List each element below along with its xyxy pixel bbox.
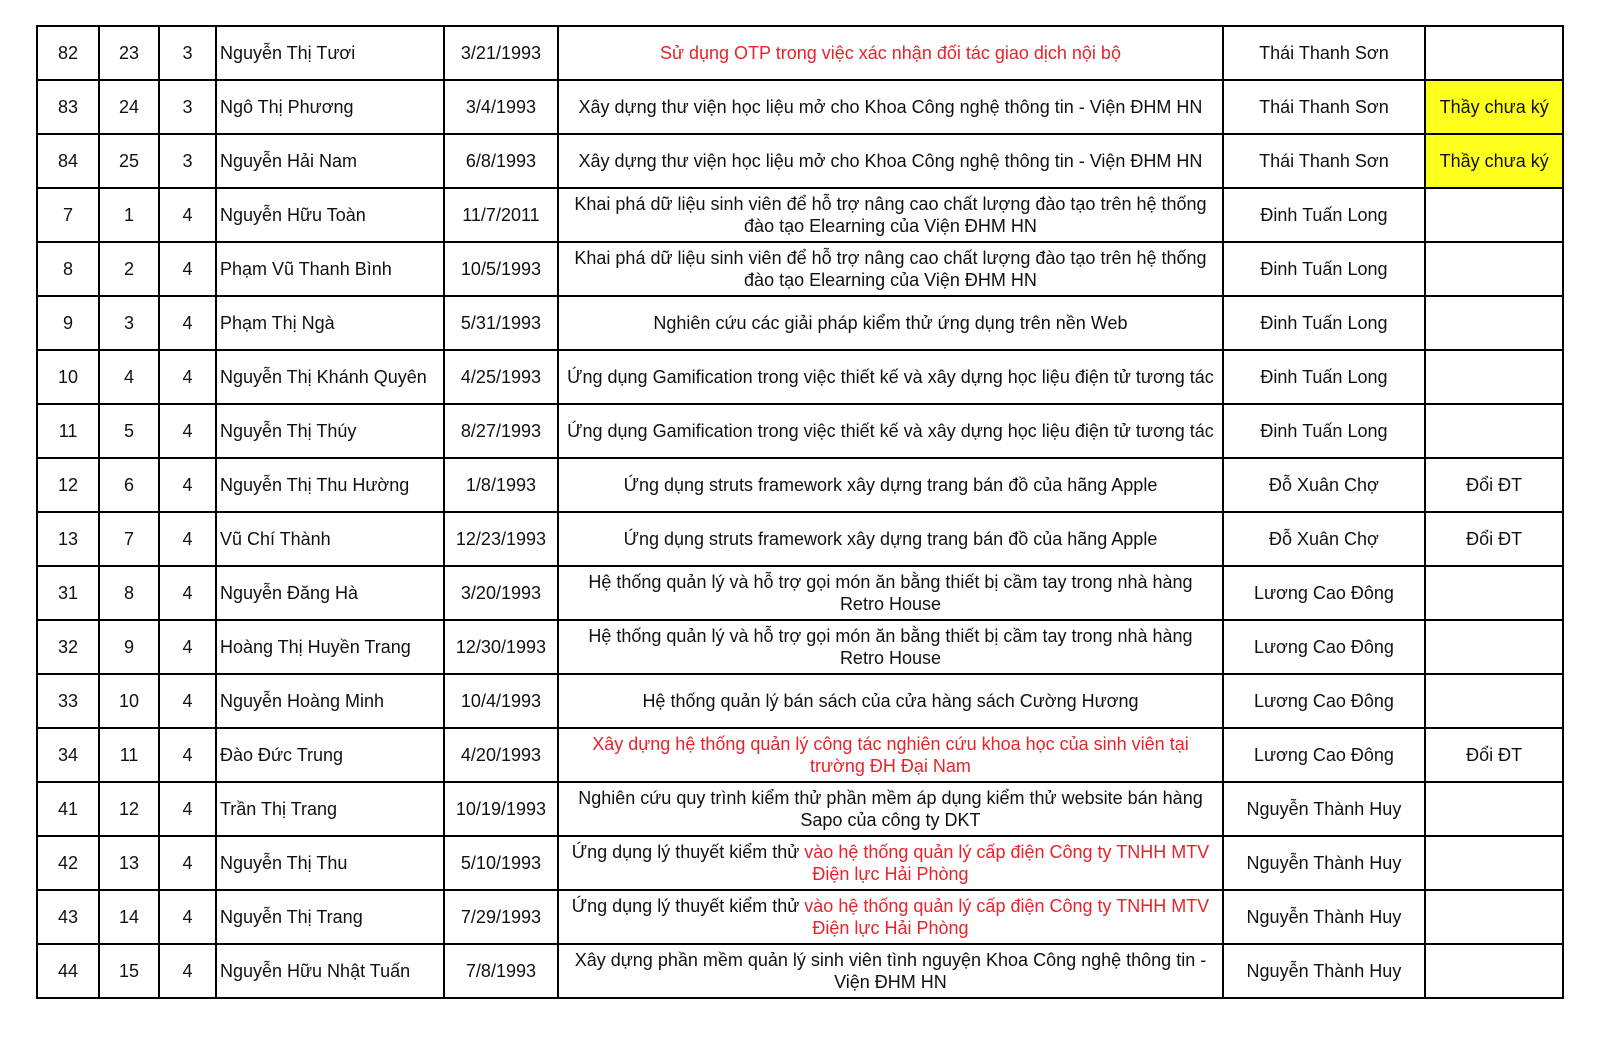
table-row <box>37 242 1563 296</box>
topic-text-segment: Khai phá dữ liệu sinh viên để hỗ trợ nâng cao chất lượng đào tạo trên hệ thống đào tạo Elearning của Viện ĐHM HN <box>574 194 1207 236</box>
cell-group-order: 12 <box>99 782 159 836</box>
cell-note <box>1425 188 1563 242</box>
table-row <box>37 782 1563 836</box>
cell-group: 4 <box>159 836 216 890</box>
cell-group-order: 13 <box>99 836 159 890</box>
cell-note: Thầy chưa ký <box>1425 80 1563 134</box>
cell-thesis-topic <box>558 350 1222 404</box>
cell-stt: 33 <box>37 674 99 728</box>
cell-thesis-topic <box>558 566 1222 620</box>
student-thesis-table <box>36 25 1564 999</box>
cell-note <box>1425 944 1563 998</box>
topic-text-segment: vào hệ thống quản lý cấp điện Công ty TNHH MTV Điện lực Hải Phòng <box>804 896 1210 938</box>
cell-thesis-topic <box>558 890 1222 944</box>
cell-group-order: 7 <box>99 512 159 566</box>
cell-group-order: 24 <box>99 80 159 134</box>
cell-group-order: 10 <box>99 674 159 728</box>
topic-text-segment: Hệ thống quản lý bán sách của cửa hàng sách Cường Hương <box>642 691 1139 711</box>
cell-note <box>1425 782 1563 836</box>
topic-text-segment: Hệ thống quản lý và hỗ trợ gọi món ăn bằng thiết bị cầm tay trong nhà hàng Retro House <box>588 626 1193 668</box>
cell-advisor: Đinh Tuấn Long <box>1223 296 1426 350</box>
table-row <box>37 674 1563 728</box>
table-row <box>37 620 1563 674</box>
cell-group: 4 <box>159 674 216 728</box>
cell-note <box>1425 242 1563 296</box>
topic-text-segment: Xây dựng phần mềm quản lý sinh viên tình nguyện Khoa Công nghệ thông tin - Viện ĐHM HN <box>574 950 1207 992</box>
cell-group-order: 1 <box>99 188 159 242</box>
cell-note <box>1425 566 1563 620</box>
cell-note: Đổi ĐT <box>1425 728 1563 782</box>
cell-date-of-birth: 5/10/1993 <box>444 836 559 890</box>
cell-stt: 12 <box>37 458 99 512</box>
cell-date-of-birth: 3/20/1993 <box>444 566 559 620</box>
cell-student-name: Nguyễn Thị Khánh Quyên <box>216 350 444 404</box>
cell-advisor: Lương Cao Đông <box>1223 620 1426 674</box>
cell-student-name: Nguyễn Thị Thúy <box>216 404 444 458</box>
table-row <box>37 350 1563 404</box>
table-row <box>37 728 1563 782</box>
cell-stt: 13 <box>37 512 99 566</box>
cell-group-order: 8 <box>99 566 159 620</box>
cell-stt: 32 <box>37 620 99 674</box>
cell-advisor: Thái Thanh Sơn <box>1223 80 1426 134</box>
table-row <box>37 188 1563 242</box>
cell-note: Đổi ĐT <box>1425 458 1563 512</box>
cell-advisor: Nguyễn Thành Huy <box>1223 782 1426 836</box>
cell-date-of-birth: 12/23/1993 <box>444 512 559 566</box>
cell-thesis-topic <box>558 26 1222 80</box>
cell-group-order: 9 <box>99 620 159 674</box>
cell-stt: 11 <box>37 404 99 458</box>
cell-student-name: Phạm Vũ Thanh Bình <box>216 242 444 296</box>
cell-advisor: Đinh Tuấn Long <box>1223 242 1426 296</box>
topic-text-segment: Sử dụng OTP trong việc xác nhận đối tác giao dịch nội bộ <box>659 43 1121 63</box>
cell-thesis-topic <box>558 404 1222 458</box>
cell-date-of-birth: 7/8/1993 <box>444 944 559 998</box>
cell-student-name: Nguyễn Hữu Toàn <box>216 188 444 242</box>
cell-note <box>1425 836 1563 890</box>
cell-stt: 10 <box>37 350 99 404</box>
cell-group: 4 <box>159 404 216 458</box>
cell-student-name: Nguyễn Đăng Hà <box>216 566 444 620</box>
table-row <box>37 512 1563 566</box>
cell-thesis-topic <box>558 836 1222 890</box>
topic-text-segment: Xây dựng hệ thống quản lý công tác nghiên cứu khoa học của sinh viên tại trường ĐH Đại Nam <box>592 734 1189 776</box>
cell-student-name: Phạm Thị Ngà <box>216 296 444 350</box>
cell-group: 4 <box>159 512 216 566</box>
cell-thesis-topic <box>558 728 1222 782</box>
cell-date-of-birth: 10/19/1993 <box>444 782 559 836</box>
cell-group: 3 <box>159 80 216 134</box>
cell-stt: 43 <box>37 890 99 944</box>
cell-date-of-birth: 6/8/1993 <box>444 134 559 188</box>
cell-thesis-topic <box>558 296 1222 350</box>
table-row <box>37 26 1563 80</box>
cell-date-of-birth: 10/5/1993 <box>444 242 559 296</box>
cell-group: 4 <box>159 782 216 836</box>
cell-group-order: 14 <box>99 890 159 944</box>
cell-advisor: Đỗ Xuân Chợ <box>1223 458 1426 512</box>
table-row <box>37 80 1563 134</box>
cell-advisor: Nguyễn Thành Huy <box>1223 836 1426 890</box>
cell-date-of-birth: 10/4/1993 <box>444 674 559 728</box>
topic-text-segment: Nghiên cứu các giải pháp kiểm thử ứng dụng trên nền Web <box>653 313 1128 333</box>
cell-student-name: Nguyễn Thị Trang <box>216 890 444 944</box>
cell-student-name: Nguyễn Hải Nam <box>216 134 444 188</box>
cell-date-of-birth: 12/30/1993 <box>444 620 559 674</box>
cell-date-of-birth: 7/29/1993 <box>444 890 559 944</box>
cell-advisor: Nguyễn Thành Huy <box>1223 890 1426 944</box>
topic-text-segment: Hệ thống quản lý và hỗ trợ gọi món ăn bằng thiết bị cầm tay trong nhà hàng Retro House <box>588 572 1193 614</box>
cell-advisor: Đinh Tuấn Long <box>1223 188 1426 242</box>
topic-text-segment: Ứng dụng struts framework xây dựng trang bán đồ của hãng Apple <box>623 529 1158 549</box>
cell-advisor: Lương Cao Đông <box>1223 674 1426 728</box>
cell-advisor: Lương Cao Đông <box>1223 566 1426 620</box>
table-body <box>37 26 1563 998</box>
cell-stt: 9 <box>37 296 99 350</box>
cell-group-order: 3 <box>99 296 159 350</box>
cell-stt: 44 <box>37 944 99 998</box>
cell-student-name: Vũ Chí Thành <box>216 512 444 566</box>
cell-group-order: 15 <box>99 944 159 998</box>
table-row <box>37 566 1563 620</box>
cell-stt: 8 <box>37 242 99 296</box>
table-row <box>37 458 1563 512</box>
cell-thesis-topic <box>558 80 1222 134</box>
table-row <box>37 836 1563 890</box>
cell-group-order: 25 <box>99 134 159 188</box>
topic-text-segment: Ứng dụng Gamification trong việc thiết kế và xây dựng học liệu điện tử tương tác <box>567 421 1214 441</box>
cell-thesis-topic <box>558 134 1222 188</box>
cell-student-name: Trần Thị Trang <box>216 782 444 836</box>
cell-note <box>1425 890 1563 944</box>
topic-text-segment: Ứng dụng lý thuyết kiểm thử <box>571 896 805 916</box>
cell-stt: 41 <box>37 782 99 836</box>
cell-date-of-birth: 3/21/1993 <box>444 26 559 80</box>
topic-text-segment: Ứng dụng Gamification trong việc thiết kế và xây dựng học liệu điện tử tương tác <box>567 367 1214 387</box>
cell-group-order: 2 <box>99 242 159 296</box>
cell-date-of-birth: 4/20/1993 <box>444 728 559 782</box>
table-row <box>37 944 1563 998</box>
cell-stt: 83 <box>37 80 99 134</box>
cell-group-order: 23 <box>99 26 159 80</box>
cell-date-of-birth: 4/25/1993 <box>444 350 559 404</box>
cell-group: 4 <box>159 188 216 242</box>
cell-note <box>1425 620 1563 674</box>
cell-group: 4 <box>159 242 216 296</box>
cell-thesis-topic <box>558 944 1222 998</box>
topic-text-segment: vào hệ thống quản lý cấp điện Công ty TNHH MTV Điện lực Hải Phòng <box>804 842 1210 884</box>
cell-note <box>1425 26 1563 80</box>
cell-thesis-topic <box>558 458 1222 512</box>
cell-advisor: Lương Cao Đông <box>1223 728 1426 782</box>
cell-group-order: 11 <box>99 728 159 782</box>
topic-text-segment: Ứng dụng struts framework xây dựng trang bán đồ của hãng Apple <box>623 475 1158 495</box>
table-row <box>37 890 1563 944</box>
cell-stt: 84 <box>37 134 99 188</box>
topic-text-segment: Xây dựng thư viện học liệu mở cho Khoa Công nghệ thông tin - Viện ĐHM HN <box>578 97 1203 117</box>
cell-group: 4 <box>159 620 216 674</box>
cell-group: 4 <box>159 728 216 782</box>
cell-note: Thầy chưa ký <box>1425 134 1563 188</box>
cell-group: 4 <box>159 944 216 998</box>
cell-date-of-birth: 8/27/1993 <box>444 404 559 458</box>
table-row <box>37 404 1563 458</box>
cell-thesis-topic <box>558 188 1222 242</box>
cell-group: 3 <box>159 134 216 188</box>
cell-stt: 7 <box>37 188 99 242</box>
topic-text-segment: Khai phá dữ liệu sinh viên để hỗ trợ nâng cao chất lượng đào tạo trên hệ thống đào tạo Elearning của Viện ĐHM HN <box>574 248 1207 290</box>
cell-note <box>1425 350 1563 404</box>
cell-group: 4 <box>159 458 216 512</box>
cell-advisor: Đinh Tuấn Long <box>1223 404 1426 458</box>
cell-advisor: Thái Thanh Sơn <box>1223 134 1426 188</box>
cell-note <box>1425 674 1563 728</box>
cell-date-of-birth: 5/31/1993 <box>444 296 559 350</box>
cell-advisor: Đỗ Xuân Chợ <box>1223 512 1426 566</box>
table-row <box>37 296 1563 350</box>
cell-student-name: Nguyễn Thị Tươi <box>216 26 444 80</box>
cell-group-order: 6 <box>99 458 159 512</box>
cell-advisor: Đinh Tuấn Long <box>1223 350 1426 404</box>
cell-stt: 42 <box>37 836 99 890</box>
topic-text-segment: Nghiên cứu quy trình kiểm thử phần mềm áp dụng kiểm thử website bán hàng Sapo của công ty DKT <box>578 788 1203 830</box>
cell-stt: 82 <box>37 26 99 80</box>
cell-group: 3 <box>159 26 216 80</box>
cell-group-order: 4 <box>99 350 159 404</box>
cell-group: 4 <box>159 890 216 944</box>
cell-student-name: Nguyễn Hữu Nhật Tuấn <box>216 944 444 998</box>
cell-group: 4 <box>159 350 216 404</box>
cell-thesis-topic <box>558 620 1222 674</box>
cell-thesis-topic <box>558 512 1222 566</box>
cell-student-name: Nguyễn Thị Thu <box>216 836 444 890</box>
cell-student-name: Nguyễn Hoàng Minh <box>216 674 444 728</box>
cell-date-of-birth: 11/7/2011 <box>444 188 559 242</box>
cell-thesis-topic <box>558 242 1222 296</box>
topic-text-segment: Ứng dụng lý thuyết kiểm thử <box>571 842 805 862</box>
cell-student-name: Đào Đức Trung <box>216 728 444 782</box>
cell-note <box>1425 296 1563 350</box>
cell-group: 4 <box>159 296 216 350</box>
cell-note <box>1425 404 1563 458</box>
cell-student-name: Ngô Thị Phương <box>216 80 444 134</box>
cell-stt: 34 <box>37 728 99 782</box>
cell-advisor: Nguyễn Thành Huy <box>1223 944 1426 998</box>
cell-note: Đổi ĐT <box>1425 512 1563 566</box>
table-row <box>37 134 1563 188</box>
cell-thesis-topic <box>558 674 1222 728</box>
cell-thesis-topic <box>558 782 1222 836</box>
cell-student-name: Hoàng Thị Huyền Trang <box>216 620 444 674</box>
cell-group: 4 <box>159 566 216 620</box>
cell-stt: 31 <box>37 566 99 620</box>
cell-date-of-birth: 1/8/1993 <box>444 458 559 512</box>
cell-group-order: 5 <box>99 404 159 458</box>
cell-date-of-birth: 3/4/1993 <box>444 80 559 134</box>
cell-student-name: Nguyễn Thị Thu Hường <box>216 458 444 512</box>
cell-advisor: Thái Thanh Sơn <box>1223 26 1426 80</box>
topic-text-segment: Xây dựng thư viện học liệu mở cho Khoa Công nghệ thông tin - Viện ĐHM HN <box>578 151 1203 171</box>
